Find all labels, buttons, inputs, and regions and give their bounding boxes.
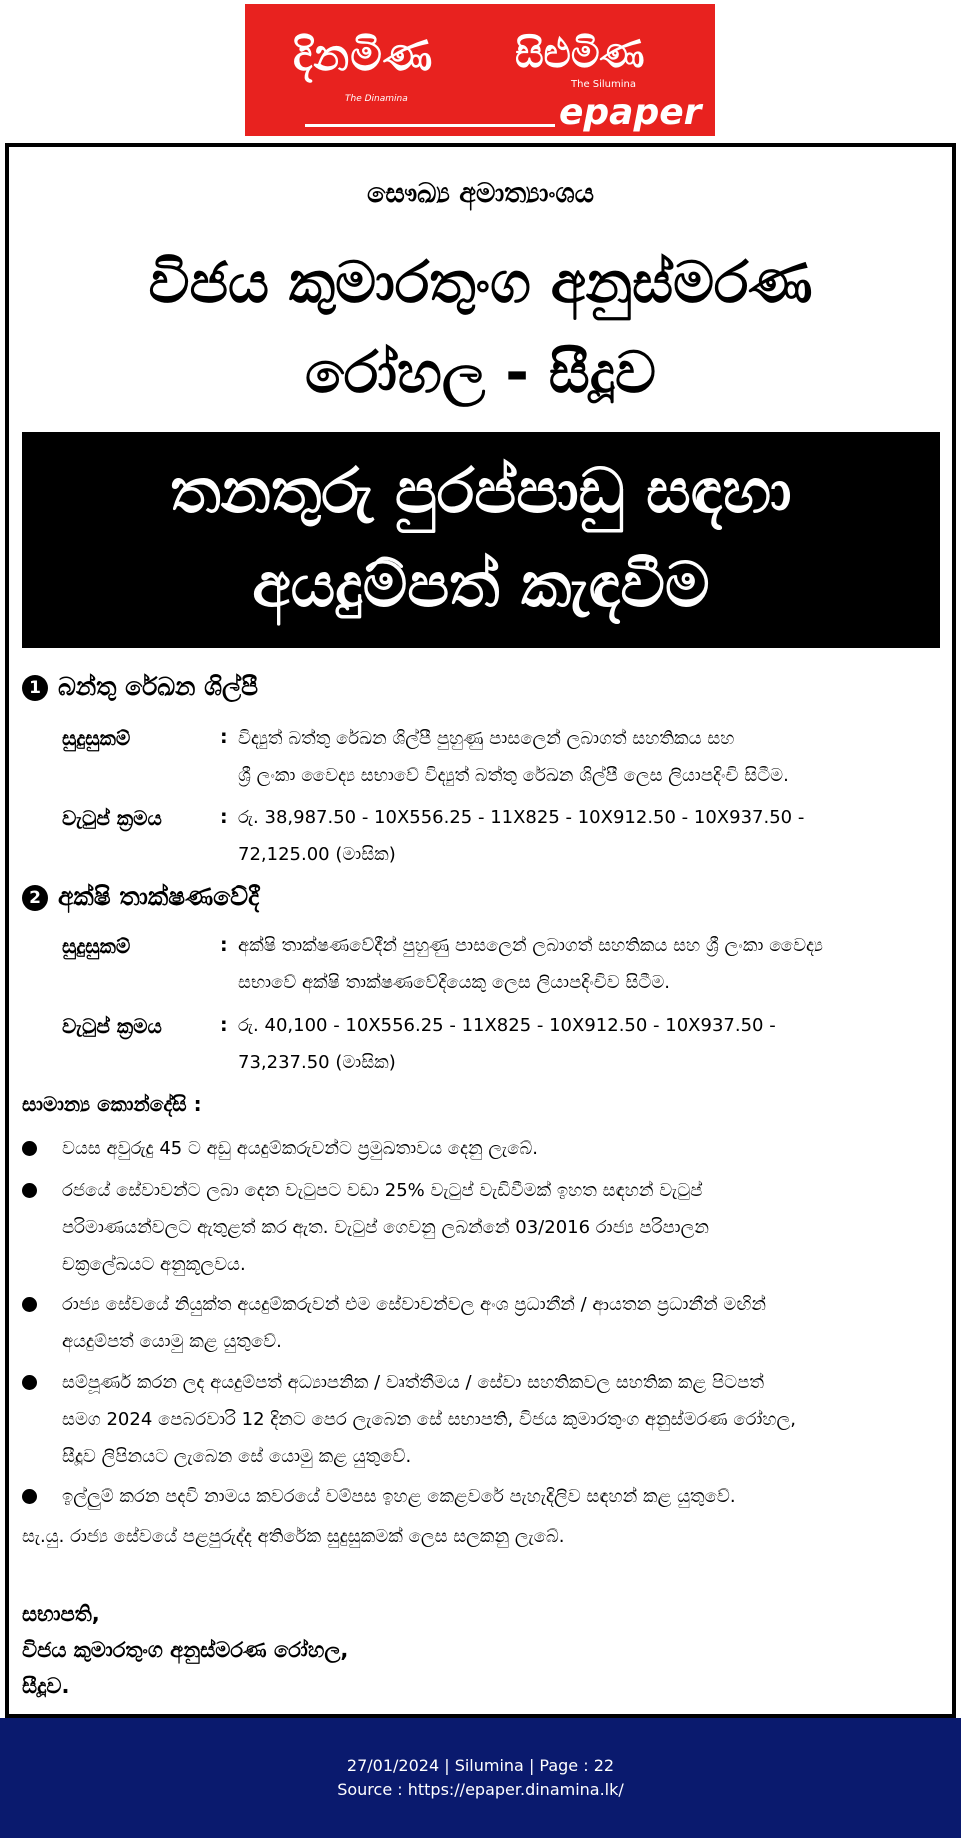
post-title: අක්ෂි තාක්ෂණවේදී — [58, 882, 260, 911]
condition-item — [62, 1172, 940, 1283]
silumina-logo: සිළුමිණ — [515, 30, 645, 77]
post-title: බන්තු රේඛන ශිල්පී — [58, 672, 259, 701]
post-number-badge: 2 — [22, 885, 48, 911]
post-1-salary — [238, 799, 940, 873]
salary-line: 73,237.50 (මාසික) — [238, 1052, 396, 1073]
post-1-title — [22, 672, 258, 702]
salary-line: 72,125.00 (මාසික) — [238, 844, 396, 865]
bullet-icon — [22, 1297, 37, 1312]
bullet-icon — [22, 1489, 37, 1504]
colon: : — [220, 726, 228, 748]
post-2-salary — [238, 1007, 940, 1081]
note: සැ.යු. රාජ්‍ය සේවයේ පළපුරුද්ද අතිරේක සුදුසුකමක් ලෙස සලකනු ලැබේ. — [22, 1526, 565, 1547]
footer-source: Source : https://epaper.dinamina.lk/ — [337, 1780, 624, 1799]
condition-line: සම්පූර්ණ කරන ලද අයදුම්පත් අධ්‍යාපනික / වෘත්තීමය / සේවා සහතිකවල සහතික කළ පිටපත් — [62, 1372, 764, 1393]
silumina-logo-subtitle: The Silumina — [571, 79, 637, 90]
condition-line: පරිමාණයන්වලට ඇතුළත් කර ඇත. වැටුප් ගෙවනු ලබන්නේ 03/2016 රාජ්‍ය පරිපාලන — [62, 1217, 709, 1238]
qualifications-label: සුදුසුකම් — [62, 934, 131, 958]
headline-box — [22, 432, 940, 648]
condition-line: ඉල්ලුම් කරන පදවි නාමය කවරයේ වම්පස ඉහළ කෙළවරේ පැහැදිලිව සඳහන් කළ යුතුවේ. — [62, 1486, 736, 1507]
colon: : — [220, 934, 228, 956]
source-footer — [0, 1718, 961, 1838]
epaper-banner — [245, 4, 715, 136]
banner-rule — [305, 124, 555, 127]
condition-item — [62, 1478, 940, 1515]
bullet-icon — [22, 1141, 37, 1156]
salary-line: රු. 38,987.50 - 10X556.25 - 11X825 - 10X912.50 - 10X937.50 - — [238, 807, 805, 828]
headline-line2: අයදුම්පත් කැඳවීම — [252, 548, 710, 621]
condition-item — [62, 1130, 940, 1167]
condition-line: සීදූව ලිපිනයට ලැබෙන සේ යොමු කළ යුතුවේ. — [62, 1446, 412, 1467]
qualification-line: සභාවේ අක්ෂි තාක්ෂණවේදියෙකු ලෙස ලියාපදිංචිව සිටීම. — [238, 972, 671, 993]
salary-label: වැටුප් ක්‍රමය — [62, 1014, 162, 1038]
salary-label: වැටුප් ක්‍රමය — [62, 806, 162, 830]
signature-location: සීදූව. — [22, 1674, 70, 1698]
condition-item — [62, 1286, 940, 1360]
post-number-badge: 1 — [22, 675, 48, 701]
signature-title: සභාපති, — [22, 1602, 100, 1626]
post-2-qualifications — [238, 927, 940, 1001]
colon: : — [220, 806, 228, 828]
bullet-icon — [22, 1183, 37, 1198]
condition-line: සමග 2024 පෙබරවාරි 12 දිනට පෙර ලැබෙන සේ සභාපති, විජය කුමාරතුංග අනුස්මරණ රෝහල, — [62, 1409, 796, 1430]
ministry-name: සෞඛ්‍ය අමාත්‍යාංශය — [366, 178, 595, 209]
dinamina-logo: දිනමිණ — [293, 30, 434, 81]
qualification-line: විද්‍යුත් බත්තු රේඛන ශිල්පී පුහුණු පාසලෙන් ලබාගත් සහතිකය සහ — [238, 728, 735, 749]
signature-institution: විජය කුමාරතුංග අනුස්මරණ රෝහල, — [22, 1638, 349, 1662]
headline-line1: තනතුරු පුරප්පාඩු සඳහා — [170, 454, 792, 527]
post-2-title — [22, 882, 259, 912]
condition-line: අයදුම්පත් යොමු කළ යුතුවේ. — [62, 1331, 282, 1352]
condition-line: රජයේ සේවාවන්ට ලබා දෙන වැටුපට වඩා 25% වැටුප් වැඩිවීමක් ඉහත සඳහන් වැටුප් — [62, 1180, 703, 1201]
bullet-icon — [22, 1375, 37, 1390]
post-1-qualifications — [238, 720, 940, 794]
condition-line: වයස අවුරුදු 45 ට අඩු අයදුම්කරුවන්ට ප්‍රමුඛතාවය දෙනු ලැබේ. — [62, 1138, 538, 1159]
qualifications-label: සුදුසුකම් — [62, 726, 131, 750]
colon: : — [220, 1014, 228, 1036]
qualification-line: අක්ෂි තාක්ෂණවේදීන් පුහුණු පාසලෙන් ලබාගත් සහතිකය සහ ශ්‍රී ලංකා වෛද්‍ය — [238, 935, 823, 956]
footer-date-page: 27/01/2024 | Silumina | Page : 22 — [346, 1756, 615, 1775]
condition-line: චක්‍රලේඛයට අනුකූලවය. — [62, 1254, 246, 1275]
general-conditions-heading: සාමාන්‍ය කොන්දේසි : — [22, 1092, 202, 1116]
qualification-line: ශ්‍රී ලංකා වෛද්‍ය සභාවේ විද්‍යුත් බත්තු රේඛන ශිල්පී ලෙස ලියාපදිංචි සිටීම. — [238, 765, 789, 786]
epaper-logo: epaper — [559, 92, 702, 133]
condition-item — [62, 1364, 940, 1475]
hospital-name-line2: රෝහල - සීදූව — [305, 340, 656, 406]
hospital-name-line1: විජය කුමාරතුංග අනුස්මරණ — [148, 250, 813, 316]
salary-line: රු. 40,100 - 10X556.25 - 11X825 - 10X912.50 - 10X937.50 - — [238, 1015, 776, 1036]
condition-line: රාජ්‍ය සේවයේ නියුක්ත අයදුම්කරුවන් එම සේවාවන්වල අංශ ප්‍රධානීන් / ආයතන ප්‍රධානීන් මඟින් — [62, 1294, 767, 1315]
dinamina-logo-subtitle: The Dinamina — [345, 94, 408, 104]
